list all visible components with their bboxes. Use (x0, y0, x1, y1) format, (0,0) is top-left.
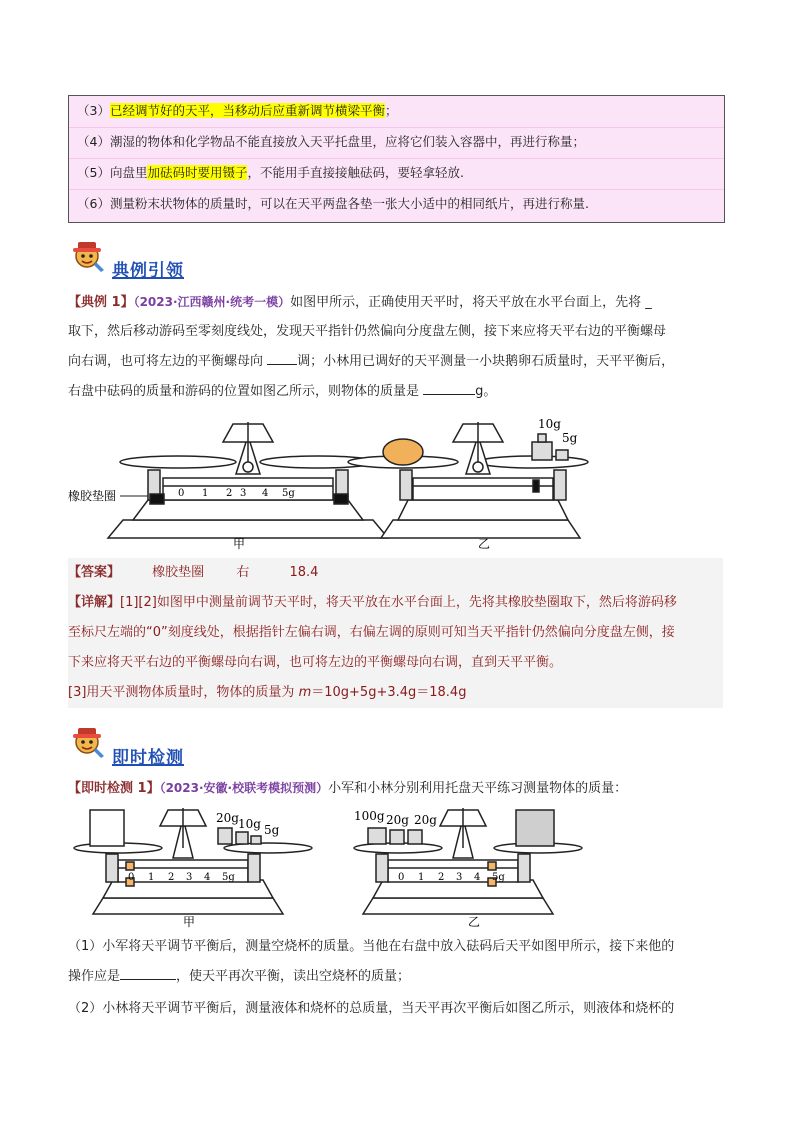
note-4: （4）潮湿的物体和化学物品不能直接放入天平托盘里，应将它们装入容器中，再进行称量； (77, 134, 585, 149)
tick-label: 0 (398, 872, 405, 883)
caption-jia: 甲 (183, 915, 196, 928)
tick-label: 2 (226, 488, 233, 499)
question-1-line-1: （1）小军将天平调节平衡后，测量空烧杯的质量。当他在右盘中放入砝码后天平如图甲所示，接下来他的 (68, 939, 675, 954)
caption-jia: 甲 (233, 537, 246, 551)
explain-line-2: 至标尺左端的“0”刻度线处，根据指针左偏右调，右偏左调的原则可知当天平指针仍然偏向分度盘左侧，接 (68, 625, 675, 640)
tick-label: 5g (492, 872, 505, 883)
note-6: （6）测量粉末状物体的质量时，可以在天平两盘各垫一张大小适中的相同纸片，再进行称量. (77, 196, 589, 211)
tick-label: 3 (186, 872, 193, 883)
tick-label: 4 (474, 872, 481, 883)
figure-balance-1 (68, 412, 608, 552)
weight-label: 20g (386, 813, 409, 827)
example-1-line-2: 取下，然后移动游码至零刻度线处，发现天平指针仍然偏向分度盘左侧，接下来应将天平右边的平衡螺母 (68, 324, 667, 339)
explain-line-3: 下来应将天平右边的平衡螺母向右调，也可将左边的平衡螺母向右调，直到天平平衡。 (68, 655, 563, 670)
weight-label: 10g (238, 817, 261, 831)
tick-label: 1 (418, 872, 425, 883)
example-1-line-3: 向右调，也可将左边的平衡螺母向 调；小林用已调好的天平测量一小块鹅卵石质量时，天平平衡后， (68, 354, 675, 369)
question-1-line-2: 操作应是 ，使天平再次平衡，读出空烧杯的质量； (68, 969, 411, 984)
example-1-line-1: 【典例 1】（2023·江西赣州·统考一模）如图甲所示，正确使用天平时，将天平放在水平台面上，先将 _ (68, 295, 652, 310)
explain-line-4: [3]用天平测物体质量时，物体的质量为 m＝10g+5g+3.4g＝18.4g (68, 685, 467, 700)
tick-label: 2 (438, 872, 445, 883)
tick-label: 5g (282, 488, 295, 499)
note-3: （3）已经调节好的天平，当移动后应重新调节横梁平衡； (77, 103, 398, 118)
pencil-mascot-icon (68, 722, 106, 760)
weight-label: 5g (264, 823, 280, 837)
test-1-intro: 【即时检测 1】（2023·安徽·校联考模拟预测）小军和小林分别利用托盘天平练习测量物体的质量： (68, 781, 628, 796)
tick-label: 5g (222, 872, 235, 883)
weight-label: 5g (562, 431, 578, 445)
tick-label: 1 (202, 488, 209, 499)
answer-line: 【答案】 橡胶垫圈 右 18.4 (68, 565, 319, 580)
tick-label: 4 (204, 872, 211, 883)
section-title-examples: 典例引领 (112, 261, 184, 281)
tick-label: 1 (148, 872, 155, 883)
rubber-pad-label: 橡胶垫圈 (68, 489, 117, 503)
weight-label: 10g (538, 417, 561, 431)
left-pan (120, 456, 236, 468)
tick-label: 3 (240, 488, 247, 499)
weight-label: 20g (216, 811, 239, 825)
tick-label: 2 (168, 872, 175, 883)
tick-label: 0 (128, 872, 135, 883)
weight-label: 20g (414, 813, 437, 827)
explain-line-1: 【详解】[1][2]如图甲中测量前调节天平时，将天平放在水平台面上，先将其橡胶垫圈取下，然后将游码移 (68, 595, 677, 610)
question-2-line-1: （2）小林将天平调节平衡后，测量液体和烧杯的总质量，当天平再次平衡后如图乙所示，则液体和烧杯的 (68, 1001, 675, 1016)
egg-shaped-stone (383, 439, 423, 465)
caption-yi: 乙 (468, 915, 481, 928)
note-5: （5）向盘里加砝码时要用镊子，不能用手直接接触砝码，要轻拿轻放. (77, 165, 464, 180)
example-1-line-4: 右盘中砝码的质量和游码的位置如图乙所示，则物体的质量是 g。 (68, 384, 497, 399)
figure-balance-2 (68, 800, 588, 928)
pencil-mascot-icon (68, 236, 106, 274)
tick-label: 0 (178, 488, 185, 499)
caption-yi: 乙 (478, 537, 491, 551)
weight-label: 100g (354, 809, 385, 823)
tick-label: 3 (456, 872, 463, 883)
tick-label: 4 (262, 488, 269, 499)
notes-box (68, 95, 725, 223)
section-title-test: 即时检测 (112, 748, 184, 768)
